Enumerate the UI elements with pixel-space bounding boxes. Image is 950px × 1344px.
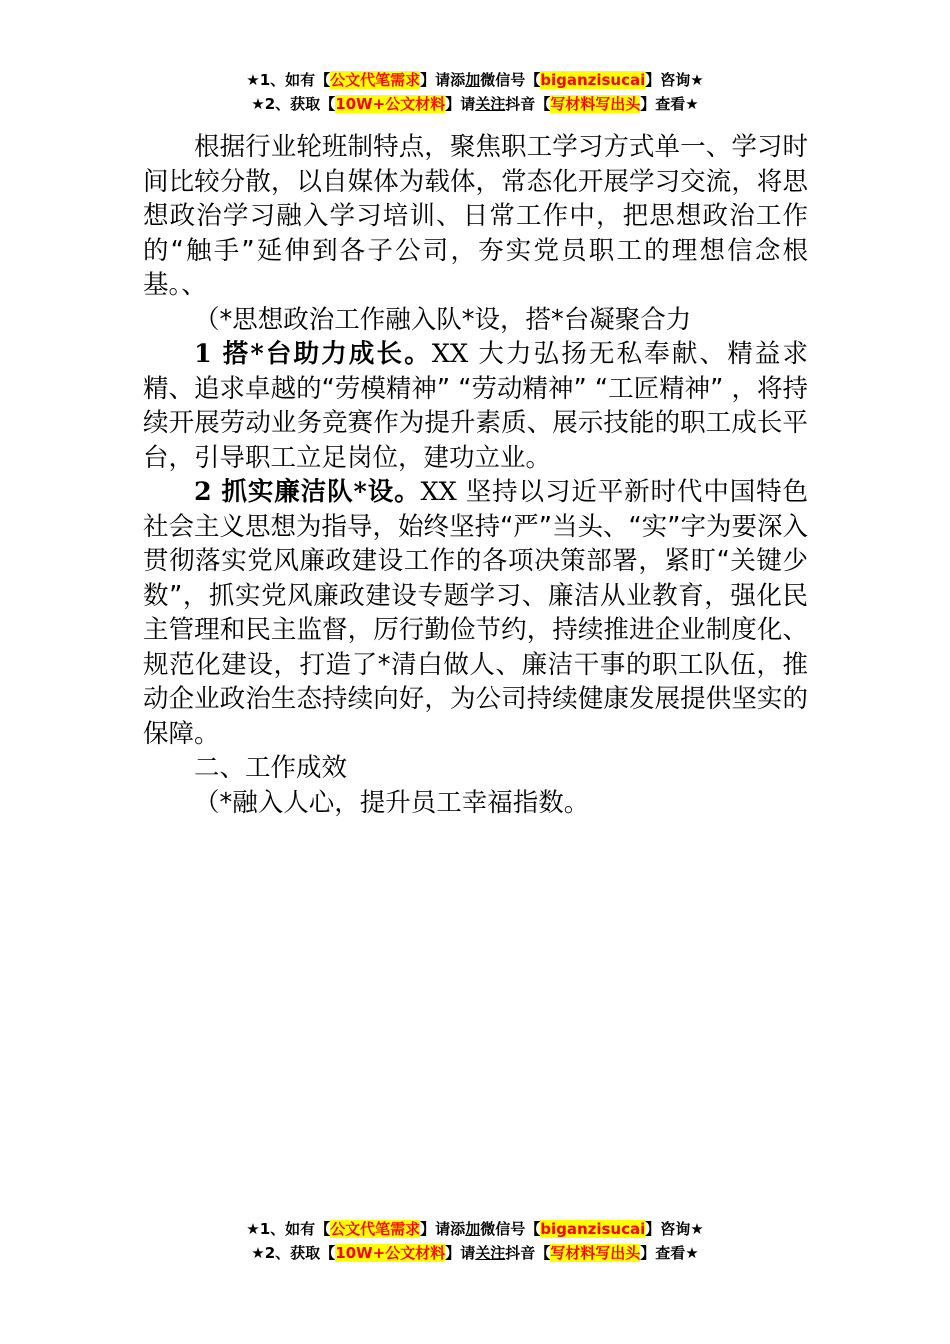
- paragraph-2: [143, 337, 808, 475]
- banner-text: 抖音【: [505, 1244, 551, 1262]
- paragraph-1: 根据行业轮班制特点，聚焦职工学习方式单一、学习时间比较分散，以自媒体为载体，常态化开展学习交流，将思想政治学习融入学习培训、日常工作中，把思想政治工作的“触手”延伸到各子公司，夯实党员职工的理想信念根基。、: [143, 132, 808, 300]
- banner-highlight: biganzisucai: [540, 71, 646, 89]
- banner-text: 】查看★: [640, 95, 699, 113]
- banner-text: 】查看★: [640, 1244, 699, 1262]
- section-heading-1: （*思想政治工作融入队*设，搭*台凝聚合力: [194, 304, 692, 335]
- banner-text: 】请: [445, 1244, 476, 1262]
- banner-highlight: 写材料写出头: [550, 95, 641, 113]
- banner-text: 微信号【: [480, 71, 541, 89]
- item-lead: 2 抓实廉洁队*设。: [194, 477, 421, 507]
- header-banner: [0, 68, 950, 116]
- banner-underlined-text: 加: [465, 1220, 481, 1238]
- banner-highlight: biganzisucai: [540, 1220, 646, 1238]
- banner-text: ★1、如有【: [246, 1220, 331, 1238]
- banner-text: ★2、获取【: [251, 1244, 336, 1262]
- banner-text: 】咨询★: [645, 1220, 704, 1238]
- item-text: 大力弘扬无私奉献、精益求精、追求卓越的“劳模精神” “劳动精神” “工匠精神” ，将持续开展劳动业务竞赛作为提升素质、展示技能的职工成长平台，引导职工立足岗位，建功立业。: [143, 339, 808, 473]
- banner-highlight: 写材料写出头: [550, 1244, 641, 1262]
- banner-highlight: 10W+公文材料: [335, 1244, 446, 1262]
- banner-highlight: 10W+公文材料: [335, 95, 446, 113]
- placeholder-xx: XX: [431, 339, 469, 369]
- banner-text: 微信号【: [480, 1220, 541, 1238]
- banner-underlined-text: 加: [465, 71, 481, 89]
- item-lead: 1 搭*台助力成长。: [194, 339, 432, 369]
- banner-highlight: 公文代笔需求: [330, 71, 421, 89]
- banner-text: ★2、获取【: [251, 95, 336, 113]
- banner-underlined-text: 关注: [475, 1244, 506, 1262]
- placeholder-xx: XX: [420, 477, 457, 507]
- banner-highlight: 公文代笔需求: [330, 1220, 421, 1238]
- document-body: [143, 130, 808, 820]
- banner-line-2: [0, 92, 950, 116]
- banner-text: ★1、如有【: [246, 71, 331, 89]
- banner-text: 】咨询★: [645, 71, 704, 89]
- banner-line-1: [0, 68, 950, 92]
- banner-line-1: [0, 1217, 950, 1241]
- banner-text: 】请添: [420, 71, 466, 89]
- banner-underlined-text: 关注: [475, 95, 506, 113]
- paragraph-3: [143, 475, 808, 751]
- item-text: 坚持以习近平新时代中国特色社会主义思想为指导，始终坚持“严”当头、“实”字为要深入贯彻落实党风廉政建设工作的各项决策部署，紧盯“关键少数”，抓实党风廉政建设专题学习、廉洁从业教育，强化民主管理和民主监督，厉行勤俭节约，持续推进企业制度化、规范化建设，打造了*清白做人、廉洁干事的职工队伍，推动企业政治生态持续向好，为公司持续健康发展提供坚实的保障。: [143, 477, 808, 749]
- footer-banner: [0, 1217, 950, 1265]
- banner-text: 】请添: [420, 1220, 466, 1238]
- section-heading-2: 二、工作成效: [194, 753, 348, 783]
- banner-line-2: [0, 1241, 950, 1265]
- banner-text: 】请: [445, 95, 476, 113]
- banner-text: 抖音【: [505, 95, 551, 113]
- section-heading-3: （*融入人心，提升员工幸福指数。: [194, 787, 590, 818]
